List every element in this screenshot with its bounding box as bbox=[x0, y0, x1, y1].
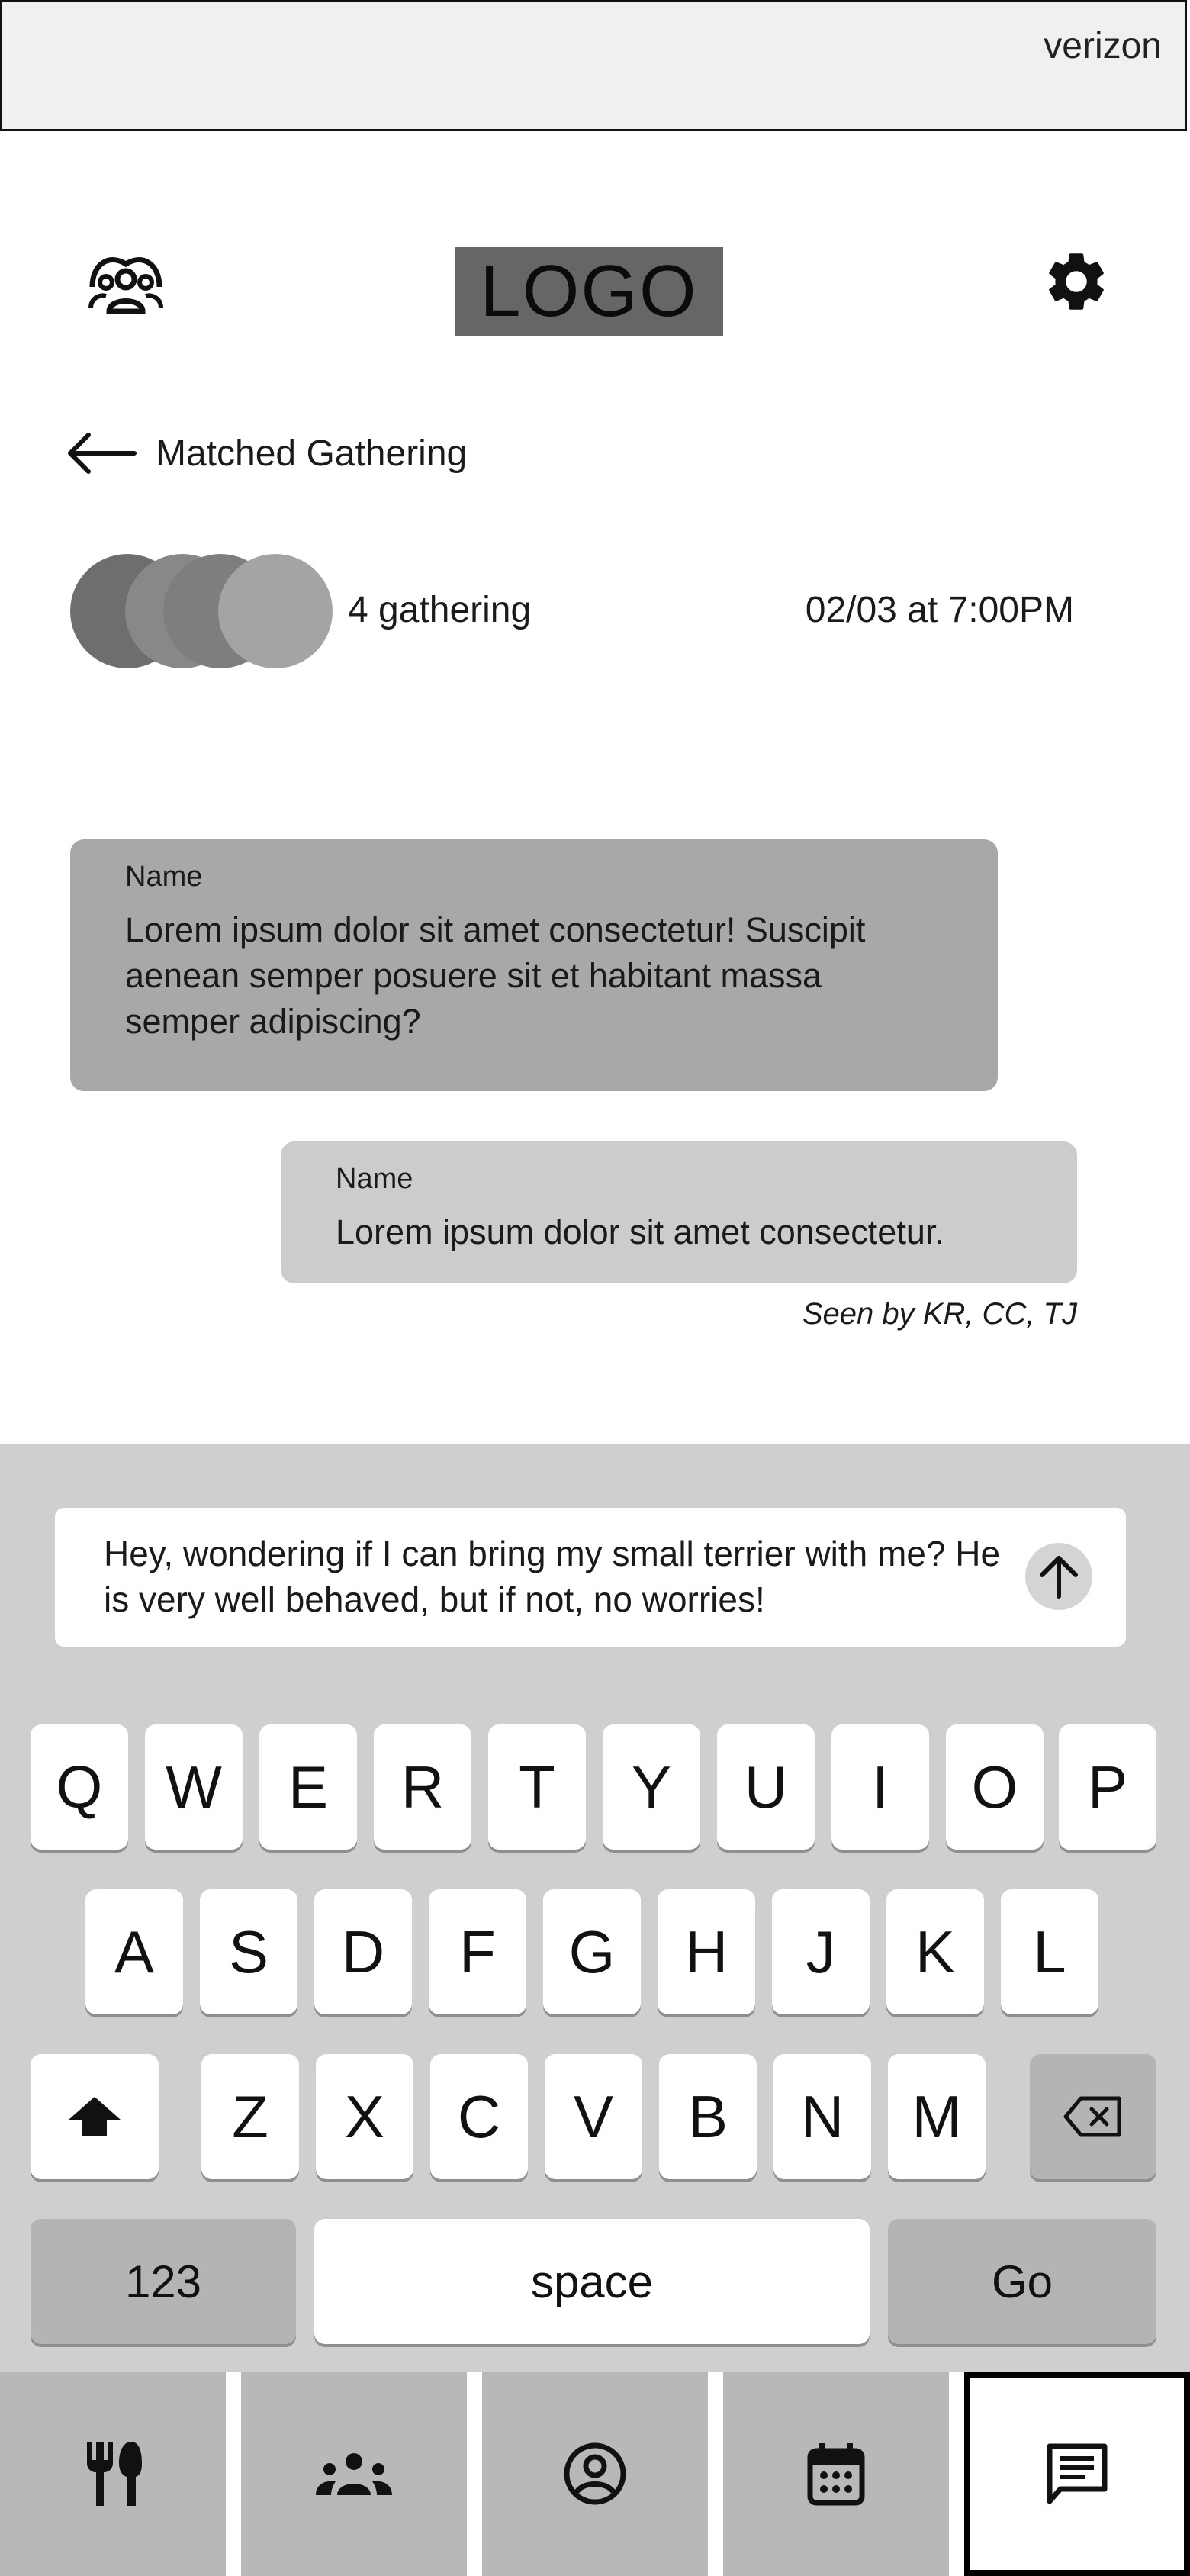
go-key[interactable]: Go bbox=[888, 2219, 1156, 2344]
backspace-key[interactable] bbox=[1030, 2054, 1156, 2179]
key[interactable]: N bbox=[774, 2054, 871, 2179]
nav-tab-food[interactable] bbox=[0, 2372, 226, 2576]
key[interactable]: F bbox=[429, 1889, 526, 2014]
avatar bbox=[218, 554, 333, 668]
nav-tab-chat[interactable] bbox=[964, 2372, 1190, 2576]
message-bubble-sent bbox=[281, 1141, 1077, 1283]
key[interactable]: A bbox=[85, 1889, 183, 2014]
key[interactable]: X bbox=[316, 2054, 413, 2179]
calendar-icon bbox=[807, 2442, 865, 2506]
key[interactable]: S bbox=[200, 1889, 298, 2014]
key[interactable]: M bbox=[888, 2054, 986, 2179]
key[interactable]: O bbox=[946, 1724, 1044, 1850]
key[interactable]: I bbox=[831, 1724, 929, 1850]
app-logo: LOGO bbox=[455, 247, 723, 336]
backspace-icon bbox=[1063, 2095, 1124, 2138]
send-button[interactable] bbox=[1025, 1543, 1092, 1610]
chat-icon bbox=[1045, 2442, 1109, 2506]
sender-name: Name bbox=[336, 1163, 413, 1195]
key[interactable]: G bbox=[543, 1889, 641, 2014]
restaurant-icon bbox=[82, 2440, 143, 2507]
key[interactable]: R bbox=[374, 1724, 471, 1850]
group-icon[interactable] bbox=[84, 240, 168, 324]
key[interactable]: P bbox=[1059, 1724, 1156, 1850]
numbers-key[interactable]: 123 bbox=[31, 2219, 296, 2344]
message-text: Lorem ipsum dolor sit amet consectetur! Suscipit aenean semper posuere sit et habitant massa semper adipiscing? bbox=[125, 910, 866, 1041]
key[interactable]: Z bbox=[201, 2054, 299, 2179]
nav-tab-profile[interactable] bbox=[482, 2372, 708, 2576]
key[interactable]: B bbox=[659, 2054, 757, 2179]
key[interactable]: Y bbox=[603, 1724, 700, 1850]
arrow-up-icon bbox=[1034, 1552, 1083, 1601]
key[interactable]: J bbox=[772, 1889, 870, 2014]
carrier-label: verizon bbox=[1044, 26, 1162, 66]
space-key[interactable]: space bbox=[314, 2219, 870, 2344]
message-text: Lorem ipsum dolor sit amet consectetur. bbox=[336, 1212, 944, 1251]
gathering-count: 4 gathering bbox=[348, 590, 532, 630]
seen-receipt: Seen by KR, CC, TJ bbox=[802, 1297, 1077, 1331]
back-link[interactable] bbox=[64, 432, 467, 475]
gear-icon[interactable] bbox=[1034, 240, 1118, 324]
page-title: Matched Gathering bbox=[156, 433, 468, 474]
back-arrow-icon bbox=[64, 432, 137, 475]
key[interactable]: E bbox=[259, 1724, 357, 1850]
key[interactable]: T bbox=[488, 1724, 586, 1850]
status-bar bbox=[0, 0, 1187, 131]
message-input-text[interactable]: Hey, wondering if I can bring my small terrier with me? He is very well behaved, but if not, no worries! bbox=[104, 1534, 1001, 1619]
groups-icon bbox=[314, 2451, 394, 2497]
key[interactable]: C bbox=[430, 2054, 528, 2179]
sender-name: Name bbox=[125, 861, 203, 893]
shift-icon bbox=[67, 2095, 122, 2138]
message-bubble-received bbox=[70, 839, 998, 1091]
key[interactable]: H bbox=[658, 1889, 755, 2014]
key[interactable]: U bbox=[717, 1724, 815, 1850]
key[interactable]: K bbox=[886, 1889, 984, 2014]
shift-key[interactable] bbox=[31, 2054, 159, 2179]
key[interactable]: W bbox=[145, 1724, 243, 1850]
profile-icon bbox=[563, 2442, 627, 2506]
key[interactable]: D bbox=[314, 1889, 412, 2014]
nav-tab-calendar[interactable] bbox=[723, 2372, 949, 2576]
nav-tab-groups[interactable] bbox=[241, 2372, 467, 2576]
key[interactable]: L bbox=[1001, 1889, 1098, 2014]
key[interactable]: Q bbox=[31, 1724, 128, 1850]
gathering-date: 02/03 at 7:00PM bbox=[805, 590, 1074, 630]
key[interactable]: V bbox=[545, 2054, 642, 2179]
